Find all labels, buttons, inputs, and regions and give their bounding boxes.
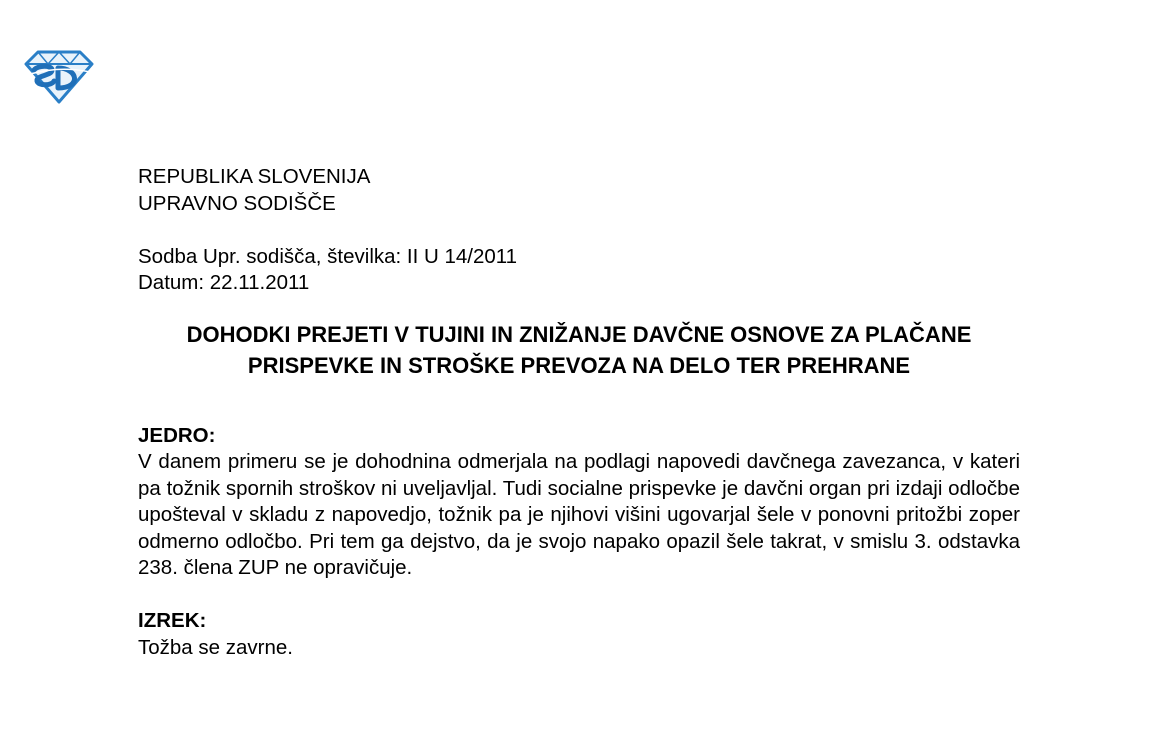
izrek-label: IZREK: xyxy=(138,609,207,632)
jedro-label: JEDRO: xyxy=(138,423,216,447)
court-heading: UPRAVNO SODIŠČE xyxy=(138,191,336,215)
country-heading: REPUBLIKA SLOVENIJA xyxy=(138,165,371,188)
jedro-text: V danem primeru se je dohodnina odmerjala na podlagi napovedi davčnega zavezanca, v kateri pa tožnik spornih stroškov ni uveljavljal. Tudi socialne prispevke je davčni organ pri izdaji odločbe upošteval v skladu z napovedjo, tožnik pa je njihovi višini ugovarjal šele v ponovni pritožbi zoper odmerno odločbo. Pri tem ga dejstvo, da je svojo napako opazil šele takrat, v smislu 3. odstavka 238. člena ZUP ne opravičuje. xyxy=(138,450,1020,579)
judgment-date: Datum: 22.11.2011 xyxy=(138,271,310,294)
sd-logo-icon xyxy=(22,48,96,104)
document-body xyxy=(138,164,1020,661)
izrek-text: Tožba se zavrne. xyxy=(138,635,293,659)
case-number: Sodba Upr. sodišča, številka: II U 14/2011 xyxy=(138,244,518,268)
document-title: DOHODKI PREJETI V TUJINI IN ZNIŽANJE DAVČNE OSNOVE ZA PLAČANE PRISPEVKE IN STROŠKE PREVOZA NA DELO TER PREHRANE xyxy=(186,321,972,378)
